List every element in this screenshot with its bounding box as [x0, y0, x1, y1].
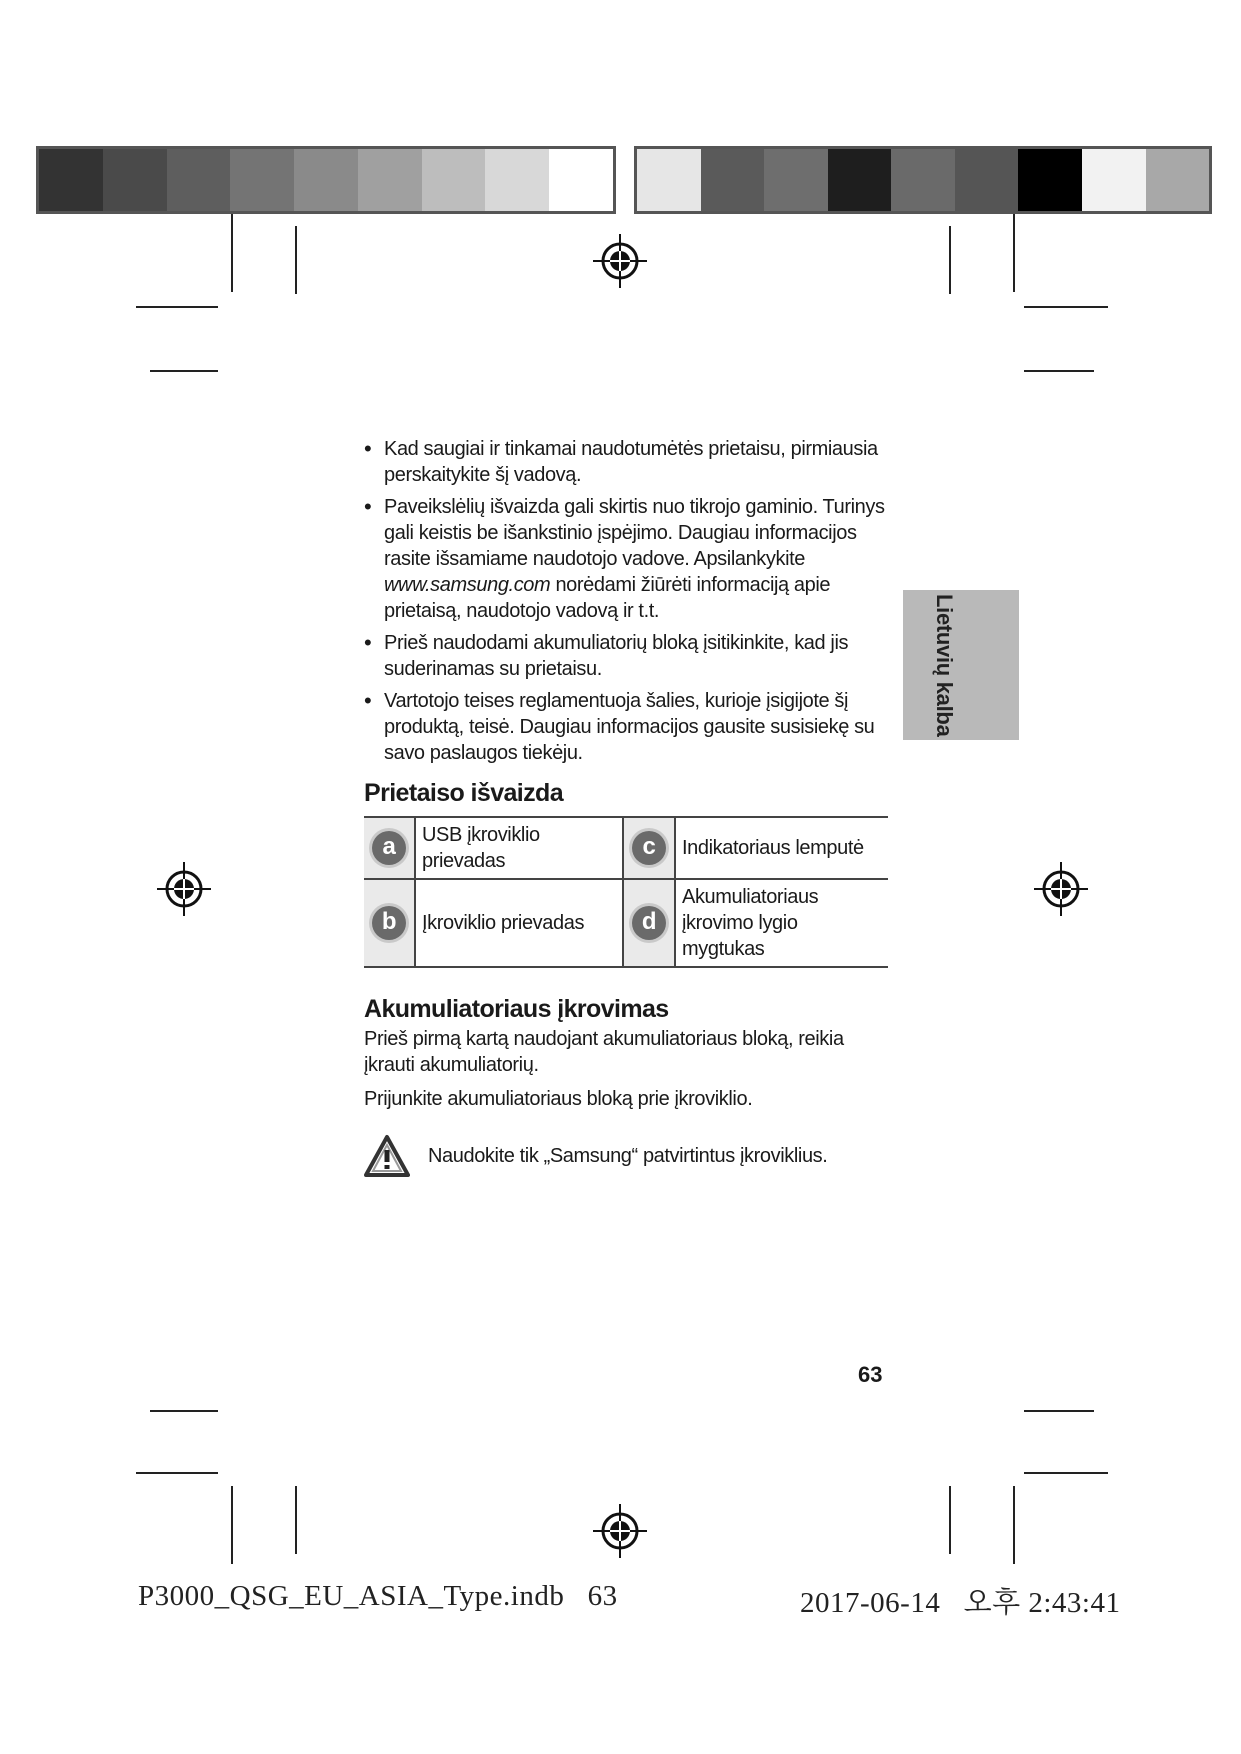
- crop-mark: [949, 1486, 951, 1554]
- registration-mark-icon: [157, 862, 211, 916]
- swatch: [485, 149, 549, 211]
- crop-mark: [1013, 1486, 1015, 1564]
- swatch: [1146, 149, 1210, 211]
- crop-mark: [1013, 214, 1015, 292]
- crop-mark: [1024, 370, 1094, 372]
- crop-mark: [295, 1486, 297, 1554]
- page-number: 63: [858, 1362, 883, 1387]
- swatch: [828, 149, 892, 211]
- section-heading-device: Prietaiso išvaizda: [364, 779, 564, 807]
- crop-mark: [1024, 1472, 1108, 1474]
- paragraph: Prijunkite akumuliatoriaus bloką prie įkroviklio.: [364, 1088, 753, 1110]
- swatch: [39, 149, 103, 211]
- color-calibration-bar-right: [634, 146, 1212, 214]
- part-label: Indikatoriaus lemputė: [675, 817, 888, 879]
- swatch: [637, 149, 701, 211]
- crop-mark: [136, 1472, 218, 1474]
- swatch: [230, 149, 294, 211]
- paragraph: Prieš pirmą kartą naudojant akumuliatoriaus bloką, reikia įkrauti akumuliatorių.: [364, 1028, 844, 1076]
- badge-a-icon: a: [372, 831, 406, 865]
- swatch: [103, 149, 167, 211]
- notes-list: [364, 436, 890, 766]
- list-item: • Kad saugiai ir tinkamai naudotumėtės prietaisu, pirmiausia perskaitykite šį vadovą.: [364, 436, 890, 488]
- swatch: [167, 149, 231, 211]
- crop-mark: [1024, 1410, 1094, 1412]
- registration-mark-icon: [593, 234, 647, 288]
- crop-mark: [949, 226, 951, 294]
- table-row: [364, 817, 888, 879]
- crop-mark: [1024, 306, 1108, 308]
- slug-filename: P3000_QSG_EU_ASIA_Type.indb 63: [138, 1580, 618, 1612]
- language-label: Lietuvių kalba: [932, 594, 957, 737]
- part-label: Įkroviklio prievadas: [415, 879, 623, 967]
- swatch: [1082, 149, 1146, 211]
- list-item: [364, 494, 890, 624]
- swatch: [294, 149, 358, 211]
- warning-note: [364, 1134, 890, 1178]
- part-label: USB įkroviklio prievadas: [415, 817, 623, 879]
- registration-mark-icon: [593, 1504, 647, 1558]
- table-row: [364, 879, 888, 967]
- swatch: [1018, 149, 1082, 211]
- badge-d-icon: d: [632, 906, 666, 940]
- list-item: • Prieš naudodami akumuliatorių bloką įsitikinkite, kad jis suderinamas su prietaisu.: [364, 630, 890, 682]
- swatch: [891, 149, 955, 211]
- crop-mark: [231, 214, 233, 292]
- page-content: [364, 436, 890, 1178]
- slug-timestamp: 2017-06-14 오후 2:43:41: [800, 1587, 1121, 1619]
- badge-b-icon: b: [372, 906, 406, 940]
- part-label: Akumuliatoriaus įkrovimo lygio mygtukas: [675, 879, 888, 967]
- warning-icon: [364, 1134, 410, 1178]
- crop-mark: [136, 306, 218, 308]
- swatch: [955, 149, 1019, 211]
- swatch: [549, 149, 613, 211]
- registration-mark-icon: [1034, 862, 1088, 916]
- swatch: [701, 149, 765, 211]
- warning-text: Naudokite tik „Samsung“ patvirtintus įkroviklius.: [428, 1145, 828, 1167]
- crop-mark: [150, 370, 218, 372]
- note-text: norėdami žiūrėti informaciją apie prietaisą, naudotojo vadovą ir t.t.: [384, 574, 831, 622]
- device-parts-table: [364, 816, 888, 968]
- color-calibration-bar-left: [36, 146, 616, 214]
- list-item: • Vartotojo teises reglamentuoja šalies, kurioje įsigijote šį produktą, teisė. Daugiau informacijos gausite susisiekę su savo paslaugos tiekėju.: [364, 688, 890, 766]
- note-text: Paveikslėlių išvaizda gali skirtis nuo tikrojo gaminio. Turinys gali keistis be išankstinio įspėjimo. Daugiau informacijos rasite išsamiame naudotojo vadove. Apsilankykite: [384, 496, 885, 570]
- swatch: [764, 149, 828, 211]
- crop-mark: [231, 1486, 233, 1564]
- swatch: [358, 149, 422, 211]
- section-heading-charging: Akumuliatoriaus įkrovimas: [364, 995, 669, 1023]
- badge-c-icon: c: [632, 831, 666, 865]
- crop-mark: [150, 1410, 218, 1412]
- website-link[interactable]: www.samsung.com: [384, 574, 551, 596]
- swatch: [422, 149, 486, 211]
- language-side-tab: [903, 590, 1019, 740]
- crop-mark: [295, 226, 297, 294]
